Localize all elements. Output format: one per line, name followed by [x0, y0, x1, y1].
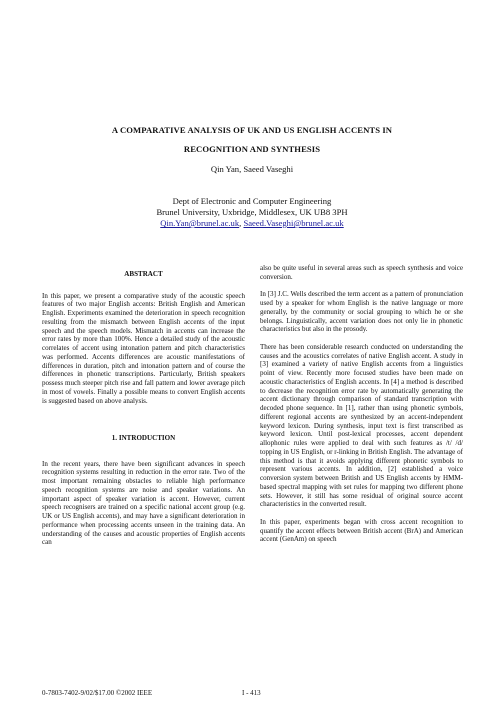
email-separator: , [239, 218, 244, 228]
page-number: I - 413 [242, 689, 261, 697]
right-column [260, 264, 463, 553]
email-link-1[interactable]: Qin.Yan@brunel.ac.uk [160, 218, 240, 228]
right-paragraph-2: In [3] J.C. Wells described the term accent as a pattern of pronunciation used by a speaker for whom English is the native language or more generally, by the community or social grouping to which he or she belongs. Linguistically, accent variation does not only lie in phonetic characteristics but also in the prosody. [260, 290, 463, 334]
introduction-text: In the recent years, there have been significant advances in speech recognition systems resulting in reduction in the error rate. Two of the most important remaining obstacles to reliable high performance speech recognition systems are noise and speaker variations. An important aspect of speaker variation is accent. However, current speech recognisers are trained on a specific national accent group (e.g. UK or US English accents), and may have a significant deterioration in performance when processing accents unseen in the training data. An understanding of the causes and acoustic properties of English accents can [42, 459, 245, 547]
abstract-heading: ABSTRACT [124, 270, 163, 278]
abstract-text: In this paper, we present a comparative study of the acoustic speech features of two major English accents: British English and American English. Experiments examined the deterioration in speech recognition resulting from the mismatch between English accents of the input speech and the speech models. Mismatch in accents can increase the error rates by more than 100%. Hence a detailed study of the acoustic correlates of accent using intonation pattern and pitch characteristics was performed. Accents differences are acoustic manifestations of differences in duration, pitch and intonation pattern and of course the differences in phonetic transcriptions. Particularly, British speakers possess much steeper pitch rise and fall pattern and lower average pitch in most of vowels. Finally a possible means to convert English accents is suggested based on above analysis. [42, 291, 245, 405]
paper-title-line-2: RECOGNITION AND SYNTHESIS [183, 144, 321, 154]
authors: Qin Yan, Saeed Vaseghi [210, 164, 294, 174]
email-line [0, 218, 504, 228]
right-paragraph-3: There has been considerable research conducted on understanding the causes and the acoustics correlates of native English accent. A study in [3] examined a variety of native English accents from a linguistics point of view. Recently more focused studies have been made on acoustic characteristics of English accents. In [4] a method is described to decrease the recognition error rate by automatically generating the accent dictionary through comparison of standard transcription with decoded phone sequence. In [1], rather than using phonetic symbols, different regional accents are synthesized by an accent-independent keyword lexicon. During synthesis, input text is first transcribed as keyword lexicon. Until post-lexical processes, accent dependent allophonic rules were applied to deal with such features as /t/ /d/ topping in US English, or r-linking in British English. The advantage of this method is that it avoids applying different phonetic symbols to represent various accents. In addition, [2] established a voice conversion system between British and US English accents by HMM-based spectral mapping with set rules for mapping two different phone sets. However, it still has some residual of original source accent characteristics in the converted result. [260, 342, 463, 509]
affiliation-line-2: Brunel University, Uxbridge, Middlesex, UK UB8 3PH [156, 207, 348, 217]
paper-title-line-1: A COMPARATIVE ANALYSIS OF UK AND US ENGLISH ACCENTS IN [111, 125, 393, 135]
introduction-heading: 1. INTRODUCTION [111, 434, 176, 442]
left-column [42, 270, 245, 556]
right-paragraph-4: In this paper, experiments began with cross accent recognition to quantify the accent effects between British accent (BrA) and American accent (GenAm) on speech [260, 517, 463, 544]
email-link-2[interactable]: Saeed.Vaseghi@brunel.ac.uk [243, 218, 344, 228]
right-paragraph-1: also be quite useful in several areas such as speech synthesis and voice conversion. [260, 264, 463, 281]
affiliation-line-1: Dept of Electronic and Computer Engineering [172, 196, 332, 206]
footer-copyright: 0-7803-7402-9/02/$17.00 ©2002 IEEE [42, 689, 153, 697]
